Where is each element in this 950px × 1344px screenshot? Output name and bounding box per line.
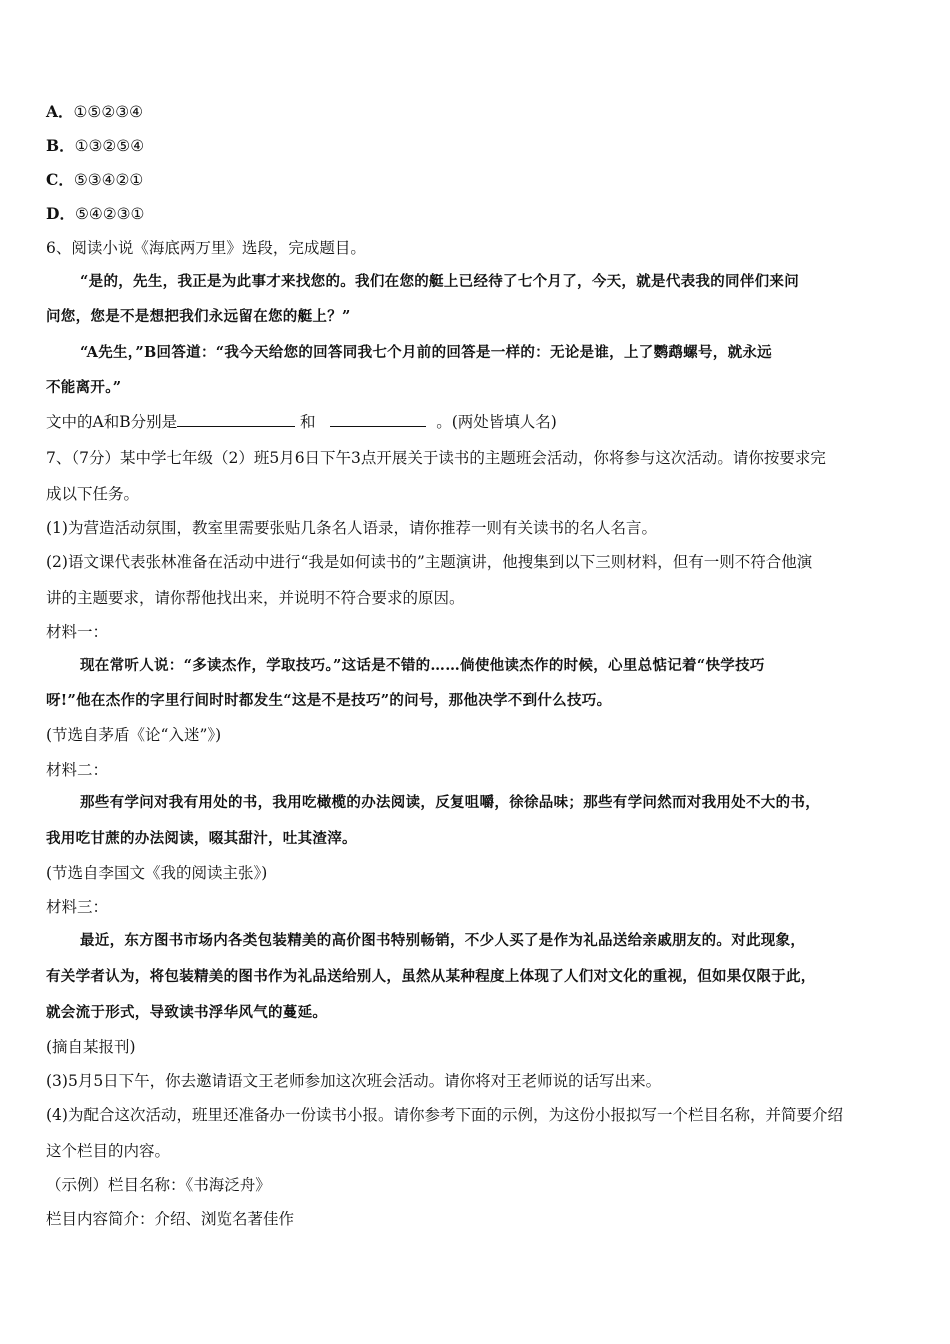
answer-blank-a[interactable] xyxy=(177,412,295,427)
option-c: C．⑤③④②① xyxy=(46,170,144,189)
material-2-source: (节选自李国文《我的阅读主张》) xyxy=(46,864,268,882)
option-d: D．⑤④②③① xyxy=(46,204,145,223)
q7-task-2: (2)语文课代表张林准备在活动中进行“我是如何读书的”主题演讲，他搜集到以下三则材料，但有一则不符合他演 xyxy=(46,553,813,571)
q6-quote-line: “是的，先生，我正是为此事才来找您的。我们在您的艇上已经待了七个月了，今天，就是代表我的同伴们来问 xyxy=(80,273,800,290)
q6-stem: 6、阅读小说《海底两万里》选段，完成题目。 xyxy=(46,239,366,257)
material-1-source: (节选自茅盾《论“入迷”》) xyxy=(46,726,222,744)
q7-stem: 7、（7分）某中学七年级（2）班5月6日下午3点开展关于读书的主题班会活动，你将参与这次活动。请你按要求完 xyxy=(46,449,826,467)
answer-blank-b[interactable] xyxy=(330,412,426,427)
material-3-text: 最近，东方图书市场内各类包装精美的高价图书特别畅销，不少人买了是作为礼品送给亲戚朋友的。对此现象， xyxy=(80,932,806,949)
q7-task-3: (3)5月5日下午，你去邀请语文王老师参加这次班会活动。请你将对王老师说的话写出来。 xyxy=(46,1072,662,1090)
material-2-title: 材料二： xyxy=(46,761,109,779)
material-1-text: 呀!”他在杰作的字里行间时时都发生“这是不是技巧”的问号，那他决学不到什么技巧。 xyxy=(46,692,612,709)
material-1-title: 材料一： xyxy=(46,623,109,641)
material-2-text: 我用吃甘蔗的办法阅读，啜其甜汁，吐其渣滓。 xyxy=(46,830,357,847)
option-b: B．①③②⑤④ xyxy=(46,136,145,155)
q7-task-4: 这个栏目的内容。 xyxy=(46,1142,171,1160)
q6-prompt: 文中的A和B分别是 和 。(两处皆填人名) xyxy=(46,413,557,431)
q7-task-2: 讲的主题要求，请你帮他找出来，并说明不符合要求的原因。 xyxy=(46,589,465,607)
q7-task-4: (4)为配合这次活动，班里还准备办一份读书小报。请你参考下面的示例，为这份小报拟写一个栏目名称，并简要介绍 xyxy=(46,1106,843,1124)
material-3-source: (摘自某报刊) xyxy=(46,1038,136,1056)
material-2-text: 那些有学问对我有用处的书，我用吃橄榄的办法阅读，反复咀嚼，徐徐品味；那些有学问然而对我用处不大的书， xyxy=(80,794,820,811)
example-column-intro: 栏目内容简介：介绍、浏览名著佳作 xyxy=(46,1210,295,1228)
option-a: A．①⑤②③④ xyxy=(46,102,144,121)
material-3-title: 材料三： xyxy=(46,898,109,916)
material-3-text: 有关学者认为，将包装精美的图书作为礼品送给别人，虽然从某种程度上体现了人们对文化的重视，但如果仅限于此， xyxy=(46,968,816,985)
q7-task-1: (1)为营造活动氛围，教室里需要张贴几条名人语录，请你推荐一则有关读书的名人名言。 xyxy=(46,519,657,537)
q6-quote-line: 问您，您是不是想把我们永远留在您的艇上？” xyxy=(46,308,351,325)
q7-stem: 成以下任务。 xyxy=(46,485,140,503)
q6-quote-line: “A先生，”B回答道：“我今天给您的回答同我七个月前的回答是一样的：无论是谁，上了鹦鹉螺号，就永远 xyxy=(80,344,772,361)
material-3-text: 就会流于形式，导致读书浮华风气的蔓延。 xyxy=(46,1004,328,1021)
q6-quote-line: 不能离开。” xyxy=(46,379,122,396)
material-1-text: 现在常听人说：“多读杰作，学取技巧。”这话是不错的……倘使他读杰作的时候，心里总惦记着“快学技巧 xyxy=(80,657,765,674)
example-column-name: （示例）栏目名称：《书海泛舟》 xyxy=(46,1176,271,1194)
